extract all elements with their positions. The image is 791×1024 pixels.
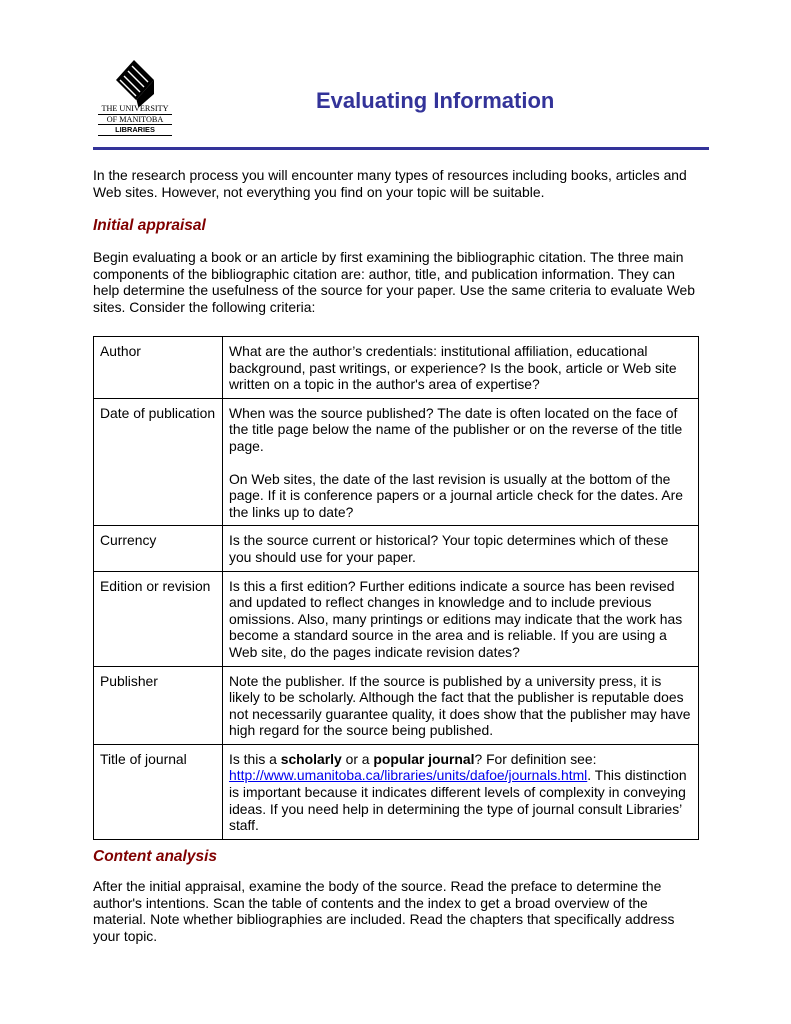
journals-definition-link[interactable]: http://www.umanitoba.ca/libraries/units/dafoe/journals.html <box>229 767 588 784</box>
journal-text: . This distinction is important because it indicates different levels of complexity in conveying ideas. If you need help in determining the type of journal consult Libraries’ staff. <box>229 767 687 834</box>
criteria-paragraph <box>229 751 692 834</box>
criteria-paragraph: What are the author’s credentials: institutional affiliation, educational background, past writings, or experience? Is the book, article or Web site written on a topic in the author's area of expertise? <box>229 343 677 393</box>
criteria-paragraph: Is this a first edition? Further editions indicate a source has been revised and updated to reflect changes in knowledge and to include previous omissions. Also, many printings or editions may indicate that the work has become a standard source in the area and is reliable. If you are using a Web site, do the pages indicate revision dates? <box>229 577 683 660</box>
logo-line-1: THE UNIVERSITY <box>101 104 169 113</box>
criteria-row <box>94 526 699 571</box>
criteria-description <box>223 526 699 571</box>
criteria-row <box>94 666 699 744</box>
criteria-row <box>94 337 699 399</box>
criteria-description <box>223 571 699 666</box>
journal-text: or a <box>341 750 374 767</box>
journal-text: ? For definition see: <box>474 750 597 767</box>
criteria-description <box>223 337 699 399</box>
journal-text: Is this a <box>229 750 281 767</box>
criteria-paragraph: On Web sites, the date of the last revision is usually at the bottom of the page. If it is conference papers or a journal article check for the dates. Are the links up to date? <box>229 470 684 520</box>
section-heading-content-analysis: Content analysis <box>93 848 218 865</box>
initial-appraisal-paragraph: Begin evaluating a book or an article by first examining the bibliographic citation. The three main components of the bibliographic citation are: author, title, and publication information. They can help determine the usefulness of the source for your paper. Use the same criteria to evaluate Web sites. Consider the following criteria: <box>93 249 696 315</box>
criteria-label: Publisher <box>94 666 223 744</box>
section-heading-initial-appraisal: Initial appraisal <box>93 217 206 234</box>
logo-divider <box>98 135 172 136</box>
criteria-label: Date of publication <box>94 398 223 526</box>
criteria-description <box>223 744 699 839</box>
logo-line-2: OF MANITOBA <box>106 114 164 124</box>
criteria-row <box>94 571 699 666</box>
criteria-label: Edition or revision <box>94 571 223 666</box>
criteria-paragraph: When was the source published? The date is often located on the face of the title page below the name of the publisher or on the reverse of the title page. <box>229 404 683 454</box>
criteria-paragraph: Is the source current or historical? Your topic determines which of these you should use for your paper. <box>229 532 669 565</box>
page-title: Evaluating Information <box>316 88 555 113</box>
content-analysis-paragraph: After the initial appraisal, examine the body of the source. Read the preface to determine the author's intentions. Scan the table of contents and the index to get a broad overview of the material. Note whether bibliographies are included. Read the chapters that specifically address your topic. <box>93 878 675 944</box>
intro-paragraph: In the research process you will encounter many types of resources including books, articles and Web sites. However, not everything you find on your topic will be suitable. <box>93 167 687 200</box>
title-rule <box>93 147 709 150</box>
criteria-paragraph: Note the publisher. If the source is published by a university press, it is likely to be scholarly. Although the fact that the publisher is reputable does not necessarily guarantee quality, it does show that the publisher may have high regard for the source being published. <box>229 672 691 739</box>
scholarly-term: scholarly <box>280 750 342 767</box>
popular-journal-term: popular journal <box>373 750 475 767</box>
criteria-label: Author <box>94 337 223 399</box>
criteria-table-body <box>94 337 699 840</box>
criteria-label: Currency <box>94 526 223 571</box>
criteria-description <box>223 666 699 744</box>
criteria-row-journal <box>94 744 699 839</box>
logo-wordmark <box>96 104 174 136</box>
criteria-row <box>94 398 699 526</box>
criteria-table <box>93 336 699 840</box>
criteria-label: Title of journal <box>94 744 223 839</box>
logo-line-3: LIBRARIES <box>115 125 155 135</box>
criteria-description <box>223 398 699 526</box>
